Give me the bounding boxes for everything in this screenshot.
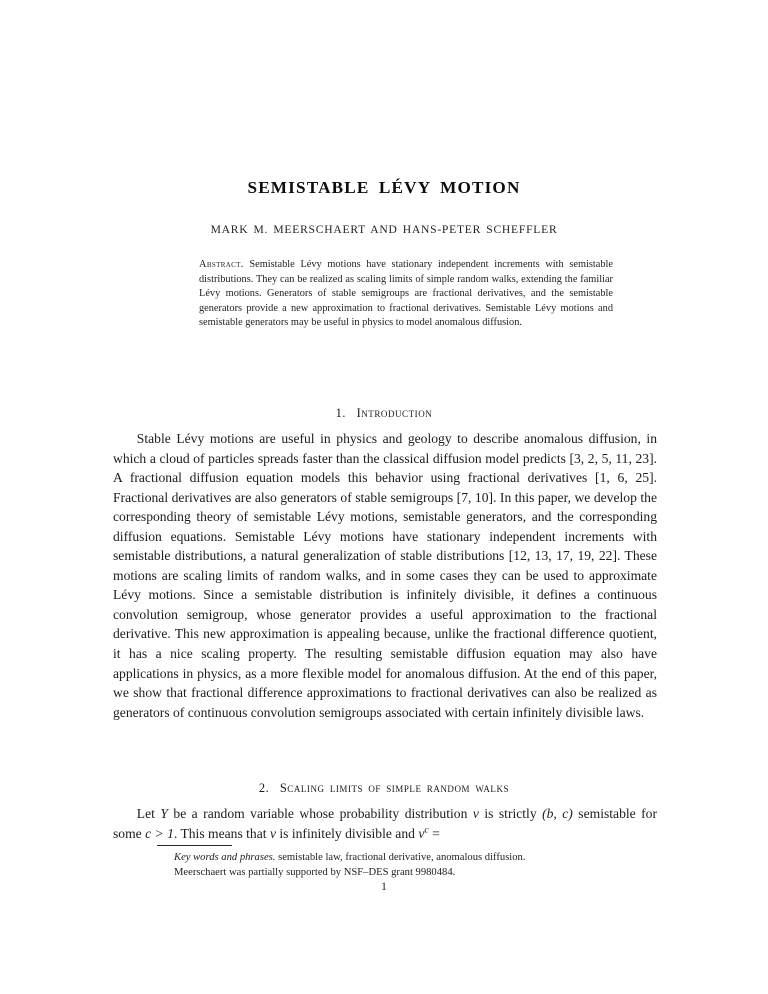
- abstract-text: Semistable Lévy motions have stationary independent increments with semistable distributions. They can be realized as scaling limits of simple random walks, extending the familiar Lévy motions. Generators of stable semigroups are fractional derivatives, and the semistable generators provide a new approximation to fractional derivatives. Semistable Lévy motions and semistable generators may be useful in physics to model anomalous diffusion.: [199, 259, 613, 329]
- text-run: be a random variable whose probability distribution: [167, 806, 473, 821]
- abstract-label: Abstract.: [199, 259, 244, 270]
- math-variable-nu-2: ν: [269, 825, 276, 841]
- section-number-1: 1.: [335, 406, 347, 420]
- authors-block: [0, 223, 768, 236]
- text-run: is strictly: [478, 806, 543, 821]
- paragraph-scaling-limits: [113, 804, 657, 843]
- text-run: Let: [136, 806, 161, 821]
- page-number: 1: [381, 881, 387, 893]
- footnote-keywords-line: [174, 850, 674, 865]
- footnote-keywords-label: Key words and phrases.: [174, 852, 276, 863]
- section-heading-introduction: [0, 406, 768, 421]
- math-variable-nu-3: ν: [418, 825, 425, 841]
- footnote-separator-rule: [157, 845, 232, 846]
- footnote-section: [174, 850, 674, 880]
- math-condition-c: c > 1: [145, 825, 174, 841]
- math-superscript-c: c: [424, 824, 429, 836]
- math-variable-Y: Y: [160, 806, 168, 821]
- footnote-keywords-text: semistable law, fractional derivative, anomalous diffusion.: [275, 852, 526, 863]
- page-title: SEMISTABLE LÉVY MOTION: [247, 178, 521, 197]
- author-list: MARK M. MEERSCHAERT AND HANS-PETER SCHEFFLER: [210, 223, 558, 236]
- math-variable-nu: ν: [472, 806, 479, 821]
- paragraph-introduction: Stable Lévy motions are useful in physics and geology to describe anomalous diffusion, in which a cloud of particles spreads faster than the classical diffusion model predicts [3, 2, 5, 11, 23]. A fractional diffusion equation models this behavior using fractional derivatives [1, 6, 25]. Fractional derivatives are also generators of stable semigroups [7, 10]. In this paper, we develop the corresponding theory of semistable Lévy motions, semistable generators, and the corresponding diffusion equations. Semistable Lévy motions have stationary independent increments with semistable distributions, a natural generalization of stable distributions [12, 13, 17, 19, 22]. These motions are scaling limits of random walks, and in some cases they can be used to approximate Lévy motions. Since a semistable distribution is infinitely divisible, it defines a continuous convolution semigroup, whose generator provides a useful approximation to the fractional derivative. This new approximation is appealing because, unlike the fractional difference quotient, it has a nice scaling property. The resulting semistable diffusion equation may also have applications in physics, as a more flexible model for anomalous diffusion. At the end of this paper, we show that fractional difference approximations to fractional derivatives can also be realized as generators of continuous convolution semigroups associated with certain infinitely divisible laws.: [113, 431, 657, 720]
- text-run: =: [428, 825, 440, 841]
- title-block: [0, 178, 768, 199]
- section-title-1: Introduction: [356, 406, 433, 420]
- footnote-support-line: Meerschaert was partially supported by NSF–DES grant 9980484.: [174, 867, 456, 879]
- section-heading-scaling-limits: [0, 781, 768, 796]
- text-run: is infinitely divisible and: [275, 825, 419, 841]
- section-number-2: 2.: [258, 781, 270, 795]
- section-title-2: Scaling limits of simple random walks: [279, 781, 510, 795]
- math-pair-bc: (b, c): [542, 806, 573, 821]
- abstract-section: [199, 258, 613, 331]
- text-run: semistable for some: [113, 806, 657, 841]
- text-run: . This means that: [173, 825, 270, 841]
